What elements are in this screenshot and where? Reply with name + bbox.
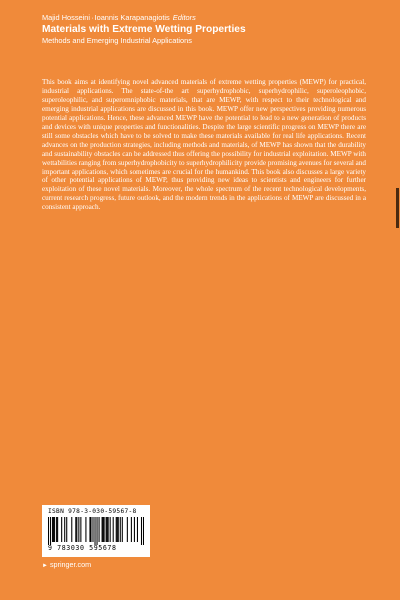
barcode-bar <box>113 517 114 542</box>
book-description: This book aims at identifying novel advanced materials of extreme wetting properties (MEWP) for practical, industrial applications. The state-of-the art superhydrophobic, superhydrophilic, superoleophobic, superoleophilic, and superomniphobic materials, that are MEWP, with respect to their technological and emerging industrial applications are discussed in this book. MEWP offer new perspectives providing numerous potential applications. Hence, these advanced MEWP have the potential to lead to a new generation of products and devices with unique properties and functionalities. Despite the large scientific progress on MEWP there are still some obstacles which have to be solved to make these materials available for real life applications. Recent advances on the production strategies, including methods and materials, of MEWP has shown that the durability and sustainability obstacles can be addressed thus offering the possibility for industrial exploitation. MEWP with wettabilities ranging from superhydrophobicity to superhydrophilicity provide promising avenues for several and important applications, which sometimes are crucial for the humankind. This book also discusses a large variety of other potential applications of MEWP, thus providing new ideas to scientists and engineers for further exploitation of these novel materials. Moreover, the whole spectrum of the recent technological developments, current research progress, future outlook, and the modern trends in the applications of MEWP are discussed in a consistent approach. <box>42 78 366 212</box>
barcode-bar <box>141 517 142 545</box>
barcode-bar <box>92 517 93 542</box>
barcode-bar <box>122 517 123 542</box>
barcode-bar <box>56 517 57 542</box>
book-header <box>42 13 372 45</box>
editor-name: Ioannis Karapanagiotis <box>94 13 170 22</box>
arrow-right-icon: ► <box>42 563 48 569</box>
barcode-bar <box>131 517 132 542</box>
barcode-bar <box>64 517 65 542</box>
barcode-bar <box>117 517 118 542</box>
barcode-bar <box>80 517 81 542</box>
isbn-barcode <box>42 505 150 557</box>
barcode-bar <box>108 517 109 542</box>
barcode-bar <box>78 517 79 542</box>
barcode-bar <box>103 517 104 542</box>
publisher-link[interactable] <box>42 560 91 571</box>
barcode-bar <box>75 517 76 542</box>
barcode-bar <box>97 517 98 545</box>
barcode-bar <box>99 517 100 542</box>
barcode-bar <box>50 517 51 545</box>
publisher-link-text: springer.com <box>49 560 92 569</box>
barcode-bar <box>48 517 49 545</box>
barcode-bar <box>85 517 86 542</box>
barcode-bar <box>104 517 105 542</box>
barcode-bar <box>71 517 72 542</box>
barcode-bar <box>107 517 108 542</box>
barcode-bar <box>102 517 103 542</box>
editors-role: Editors <box>172 13 196 22</box>
barcode-bar <box>106 517 107 542</box>
editor-separator: · <box>91 13 94 22</box>
barcode-bar <box>89 517 90 542</box>
barcode-bar <box>143 517 144 545</box>
barcode-digits: 9 783030 595678 <box>48 544 117 552</box>
editor-name: Majid Hosseini <box>42 13 91 22</box>
barcode-bar <box>66 517 67 542</box>
barcode-bar <box>116 517 117 542</box>
barcode-bar <box>54 517 55 542</box>
isbn-number: ISBN 978-3-030-59567-8 <box>48 508 137 515</box>
barcode-bar <box>120 517 121 542</box>
editors-line <box>42 13 372 22</box>
barcode-bar <box>94 517 95 545</box>
barcode-bar <box>137 517 138 542</box>
barcode-bar <box>76 517 77 542</box>
barcode-bar <box>61 517 62 542</box>
barcode-bar <box>57 517 58 542</box>
barcode-bar <box>134 517 135 542</box>
barcode-bar <box>110 517 111 542</box>
book-title: Materials with Extreme Wetting Properties <box>42 24 246 35</box>
book-subtitle: Methods and Emerging Industrial Applications <box>42 36 192 45</box>
barcode-bar <box>118 517 119 542</box>
barcode-bar <box>127 517 128 542</box>
barcode-bar <box>90 517 91 542</box>
barcode-bar <box>52 517 53 542</box>
barcode-icon <box>48 517 144 545</box>
page-edge-shadow <box>396 188 399 228</box>
barcode-bar <box>53 517 54 542</box>
